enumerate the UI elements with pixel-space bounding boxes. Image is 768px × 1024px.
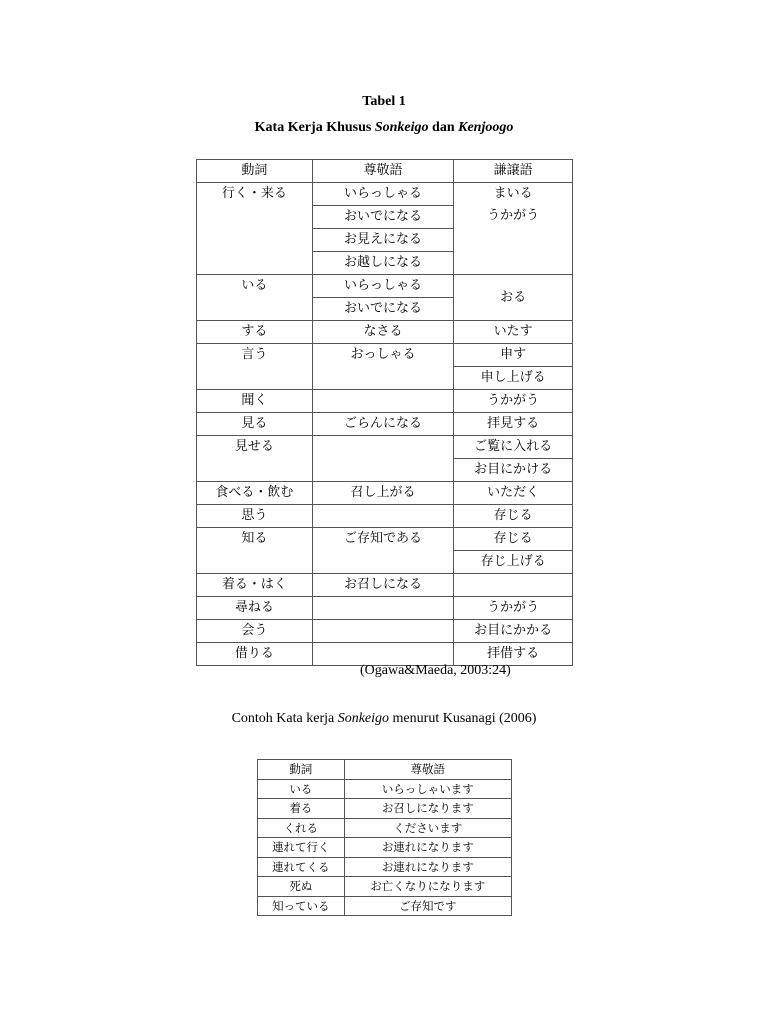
example-table-body xyxy=(258,760,512,916)
kenjougo-cell xyxy=(454,528,573,574)
kenjougo-entry: いたす xyxy=(493,324,533,339)
sonkeigo-entry: お見えになる xyxy=(313,228,454,251)
header-cell: 尊敬語 xyxy=(312,160,454,183)
subtitle-prefix: Kata Kerja Khusus xyxy=(254,120,375,135)
example-sonkeigo-cell: くださいます xyxy=(344,818,511,838)
sonkeigo-cell xyxy=(312,183,454,275)
sonkeigo-cell xyxy=(312,413,454,436)
sonkeigo-entry: おいでになる xyxy=(313,205,454,228)
example-row xyxy=(258,857,512,877)
kenjougo-cell xyxy=(454,390,573,413)
example-verb-cell: いる xyxy=(258,779,345,799)
kenjougo-entry: うかがう xyxy=(487,208,540,223)
example-header-cell: 動詞 xyxy=(258,760,345,780)
verb-cell: いる xyxy=(197,275,313,321)
table-source-citation: (Ogawa&Maeda, 2003:24) xyxy=(360,663,511,678)
verb-cell: 見せる xyxy=(197,436,313,482)
kenjougo-cell xyxy=(454,436,573,482)
kenjougo-entry: まいる xyxy=(493,186,533,201)
table-row xyxy=(197,528,573,574)
example-row xyxy=(258,877,512,897)
kenjougo-entry: おる xyxy=(500,289,527,305)
sonkeigo-entry: おっしゃる xyxy=(350,347,416,362)
subtitle-term-sonkeigo: Sonkeigo xyxy=(374,120,429,135)
table-row xyxy=(197,574,573,597)
example-row xyxy=(258,896,512,916)
example-title-suffix: menurut Kusanagi (2006) xyxy=(389,711,537,726)
verb-cell: 見る xyxy=(197,413,313,436)
example-verb-cell: 知っている xyxy=(258,896,345,916)
table-row xyxy=(197,505,573,528)
sonkeigo-cell xyxy=(312,482,454,505)
example-verb-cell: 連れて行く xyxy=(258,838,345,858)
table-row xyxy=(197,275,573,321)
kenjougo-cell xyxy=(454,183,573,275)
verb-cell: 行く・来る xyxy=(197,183,313,275)
kenjougo-entry: お目にかかる xyxy=(474,623,553,638)
kenjougo-entry: 申す xyxy=(500,347,527,362)
kenjougo-entry: 存じる xyxy=(493,508,533,523)
table-header-row xyxy=(197,160,573,183)
kenjougo-entry: 存じる xyxy=(493,531,533,546)
kenjougo-entry: うかがう xyxy=(487,600,540,615)
example-verb-cell: 着る xyxy=(258,799,345,819)
subtitle-mid: dan xyxy=(428,120,459,135)
verb-cell: 食べる・飲む xyxy=(197,482,313,505)
sonkeigo-entry: お召しになる xyxy=(344,577,423,592)
table-row xyxy=(197,390,573,413)
example-table xyxy=(257,759,512,916)
verb-cell: 尋ねる xyxy=(197,597,313,620)
subtitle-term-kenjoogo: Kenjoogo xyxy=(458,120,514,135)
example-header-cell: 尊敬語 xyxy=(344,760,511,780)
sonkeigo-entry: 召し上がる xyxy=(350,485,416,500)
table-row xyxy=(197,183,573,275)
kenjougo-entry: 申し上げる xyxy=(454,366,572,389)
example-title-term: Sonkeigo xyxy=(337,711,390,726)
verb-cell: 借りる xyxy=(197,643,313,666)
kenjougo-cell xyxy=(454,505,573,528)
sonkeigo-entry: おいでになる xyxy=(313,297,454,320)
example-verb-cell: くれる xyxy=(258,818,345,838)
sonkeigo-cell xyxy=(312,321,454,344)
table-row xyxy=(197,321,573,344)
header-cell: 謙譲語 xyxy=(454,160,573,183)
kenjougo-cell xyxy=(454,482,573,505)
kenjougo-entry: うかがう xyxy=(487,393,540,408)
kenjougo-cell xyxy=(454,620,573,643)
kenjougo-entry: 拝見する xyxy=(487,416,540,431)
table-row xyxy=(197,620,573,643)
verb-table-body xyxy=(197,160,573,666)
table-row xyxy=(197,413,573,436)
sonkeigo-entry: いらっしゃる xyxy=(344,278,423,293)
example-row xyxy=(258,838,512,858)
example-verb-cell: 死ぬ xyxy=(258,877,345,897)
sonkeigo-cell xyxy=(312,275,454,321)
kenjougo-entry: 存じ上げる xyxy=(454,550,572,573)
example-verb-cell: 連れてくる xyxy=(258,857,345,877)
example-sonkeigo-cell: お連れになります xyxy=(344,838,511,858)
kenjougo-entry: お目にかける xyxy=(454,458,572,481)
kenjougo-cell xyxy=(454,321,573,344)
sonkeigo-entry: ご存知である xyxy=(344,531,423,546)
verb-table xyxy=(196,159,573,666)
kenjougo-cell xyxy=(454,574,573,597)
verb-cell: する xyxy=(197,321,313,344)
sonkeigo-entry: なさる xyxy=(363,324,403,339)
sonkeigo-entry: ごらんになる xyxy=(344,416,423,431)
sonkeigo-cell xyxy=(312,505,454,528)
verb-cell: 知る xyxy=(197,528,313,574)
example-header-row xyxy=(258,760,512,780)
example-row xyxy=(258,799,512,819)
table-row xyxy=(197,482,573,505)
example-title xyxy=(0,711,768,727)
sonkeigo-cell xyxy=(312,620,454,643)
sonkeigo-cell xyxy=(312,390,454,413)
example-sonkeigo-cell: ご存知です xyxy=(344,896,511,916)
sonkeigo-cell xyxy=(312,528,454,574)
verb-cell: 会う xyxy=(197,620,313,643)
header-cell: 動詞 xyxy=(197,160,313,183)
table-title: Tabel 1 xyxy=(362,94,406,109)
table-row xyxy=(197,597,573,620)
sonkeigo-entry: いらっしゃる xyxy=(344,186,423,201)
example-sonkeigo-cell: お連れになります xyxy=(344,857,511,877)
kenjougo-cell xyxy=(454,275,573,321)
verb-cell: 言う xyxy=(197,344,313,390)
verb-cell: 聞く xyxy=(197,390,313,413)
table-row xyxy=(197,436,573,482)
verb-cell: 着る・はく xyxy=(197,574,313,597)
sonkeigo-cell xyxy=(312,597,454,620)
kenjougo-cell xyxy=(454,413,573,436)
sonkeigo-cell xyxy=(312,574,454,597)
example-row xyxy=(258,818,512,838)
verb-cell: 思う xyxy=(197,505,313,528)
example-row xyxy=(258,779,512,799)
kenjougo-entry: 拝借する xyxy=(487,646,540,661)
kenjougo-cell xyxy=(454,597,573,620)
example-sonkeigo-cell: お召しになります xyxy=(344,799,511,819)
sonkeigo-entry: お越しになる xyxy=(313,251,454,274)
example-sonkeigo-cell: お亡くなりになります xyxy=(344,877,511,897)
sonkeigo-cell xyxy=(312,436,454,482)
kenjougo-cell xyxy=(454,344,573,390)
kenjougo-entry: いただく xyxy=(487,485,540,500)
kenjougo-entry: ご覧に入れる xyxy=(474,439,553,454)
table-subtitle xyxy=(0,120,768,136)
sonkeigo-cell xyxy=(312,344,454,390)
example-title-prefix: Contoh Kata kerja xyxy=(231,711,338,726)
table-row xyxy=(197,344,573,390)
example-sonkeigo-cell: いらっしゃいます xyxy=(344,779,511,799)
